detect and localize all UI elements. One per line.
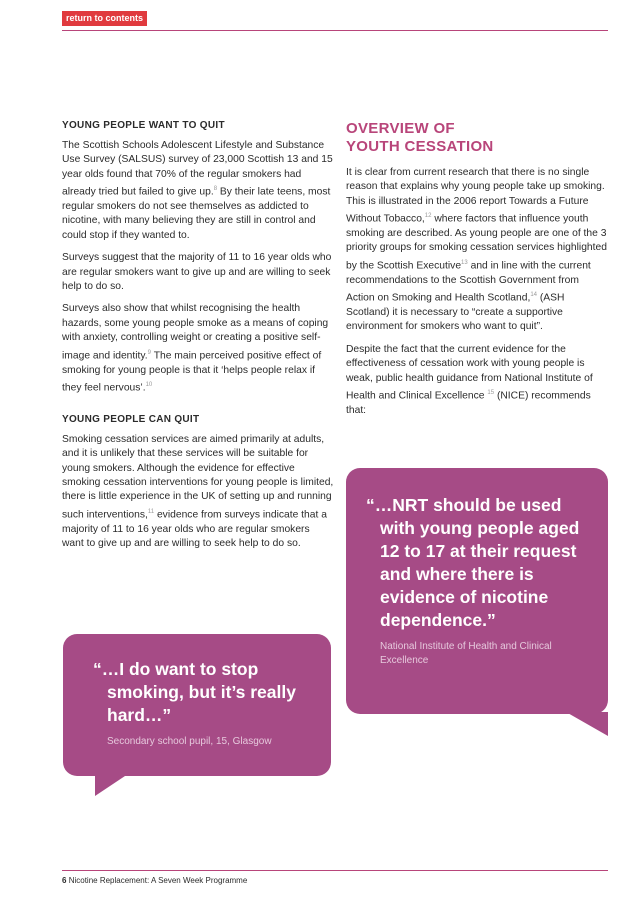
- heading-overview: OVERVIEW OF YOUTH CESSATION: [346, 120, 494, 155]
- paragraph-research: It is clear from current research that there is no single reason that explains why young people take up smoking. This is illustrated in the 2006 report Towards a Future Without Tobacco,$^{12}$ where factors that influence youth smoking are described. As young people are one of the 3 priority groups for smoking cessation services highlighted by the Scottish Executive$^{13}$ and in line with the current recommendations to the Scottish Government from Action on Smoking and Health Scotland,$^{14}$ (ASH Scotland) it is necessary to “create a supportive environment for smokers who want to quit”.: [346, 167, 607, 333]
- quote-nice-text: “…NRT should be used with young people aged 12 to 17 at their request and where there is evidence of nicotine dependence.”: [366, 495, 580, 630]
- quote-nice-attribution: National Institute of Health and Clinical Excellence: [380, 641, 552, 666]
- left-column: [62, 120, 334, 559]
- paragraph-surveys-suggest: Surveys suggest that the majority of 11 to 16 year olds who are regular smokers want to give up and are willing to seek help to do so.: [62, 252, 332, 293]
- heading-can-quit: YOUNG PEOPLE CAN QUIT: [62, 413, 200, 425]
- quote-bubble-nice: [346, 468, 608, 714]
- paragraph-nice: Despite the fact that the current evidence for the effectiveness of cessation work with young people is weak, public health guidance from National Institute of Health and Clinical Excellence $^{15}$ (NICE) recommends that:: [346, 343, 593, 416]
- paragraph-salsus: The Scottish Schools Adolescent Lifestyle and Substance Use Survey (SALSUS) survey of 23,000 Scottish 13 and 15 year olds found that 70% of the regular smokers had already tried but failed to give up.$^8$ By their late teens, most regular smokers do not see themselves as addicted to nicotine, with many believing they are still in control and could stop if they wanted to.: [62, 140, 333, 241]
- paragraph-cessation-services: Smoking cessation services are aimed primarily at adults, and it is unlikely that these services will be suitable for young smokers. Although the evidence for effective smoking cessation interventions for young people is limited, there is little experience in the UK of setting up and running such interventions,$^{11}$ evidence from surveys indicate that a majority of 11 to 16 year olds who are regular smokers want to give up and are willing to seek help to do so.: [62, 433, 334, 550]
- page-footer: [62, 876, 247, 885]
- quote-bubble-pupil-tail: [95, 772, 131, 796]
- bottom-divider: [62, 870, 608, 871]
- quote-bubble-pupil: [63, 634, 331, 776]
- quote-pupil-text: “…I do want to stop smoking, but it’s really hard…”: [93, 659, 296, 725]
- quote-pupil-attribution: Secondary school pupil, 15, Glasgow: [107, 736, 272, 747]
- top-bar: [62, 8, 147, 26]
- return-to-contents-link[interactable]: return to contents: [62, 11, 147, 26]
- heading-want-to-quit: YOUNG PEOPLE WANT TO QUIT: [62, 120, 225, 131]
- page-number: 6: [62, 876, 67, 885]
- top-divider: [62, 30, 608, 31]
- quote-bubble-nice-tail: [566, 712, 608, 736]
- footer-title: Nicotine Replacement: A Seven Week Programme: [68, 876, 248, 885]
- right-column: [346, 120, 608, 426]
- paragraph-surveys-show: Surveys also show that whilst recognising the health hazards, some young people smoke as a means of coping with anxiety, controlling weight or creating a positive self-image and identity.$^9$ The main perceived positive effect of smoking for young people is that it ‘helps people relax if they feel nervous’.$^{10}$: [62, 303, 329, 394]
